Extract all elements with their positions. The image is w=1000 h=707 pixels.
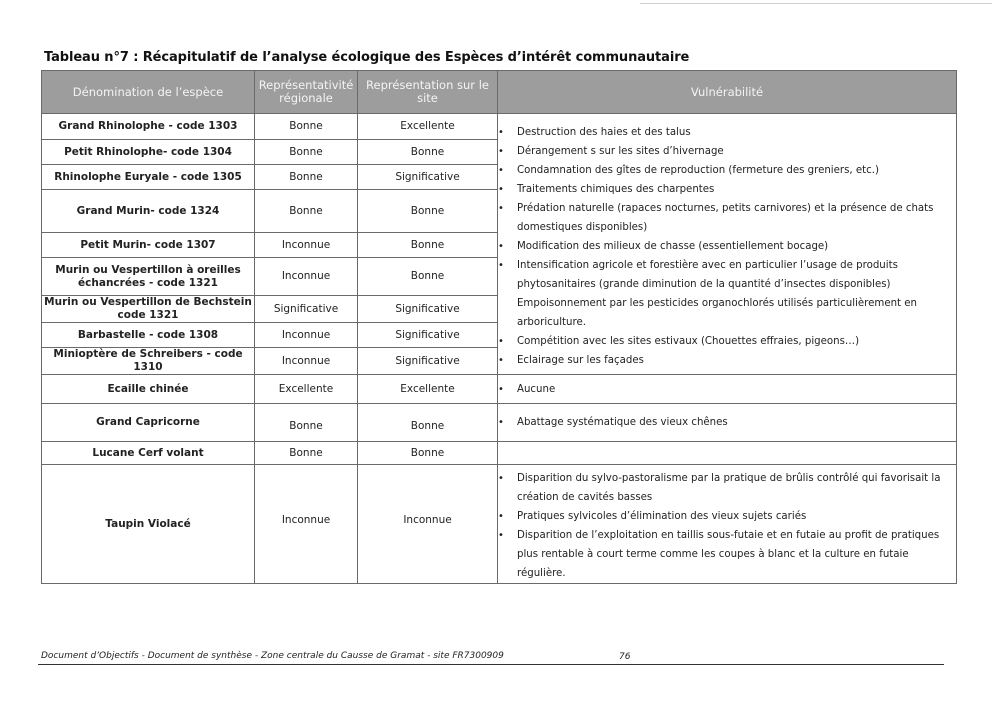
bullet-icon: • [498,354,504,366]
bullet-icon: • [498,145,504,157]
header-row [42,71,957,114]
vulnerability-cell-bats [498,114,957,375]
site-cell: Excellente [358,114,498,140]
list-item: • Dérangement s sur les sites d’hivernage [498,142,956,161]
bullet-icon: • [498,511,504,522]
list-item: • Modification des milieux de chasse (essentiellement bocage) [498,237,956,256]
bullet-icon: • [498,164,504,176]
list-item: Empoisonnement par les pesticides organochlorés utilisés particulièrement en arboriculture. [517,297,918,328]
header-vulnerability: Vulnérabilité [498,71,957,114]
site-cell: Significative [358,348,498,375]
species-cell: Grand Capricorne [42,404,255,442]
list-item: • Pratiques sylvicoles d’élimination des vieux sujets cariés [498,507,956,526]
species-cell: Petit Murin- code 1307 [42,233,255,258]
bullet-icon: • [498,473,504,484]
table-caption: Tableau n°7 : Récapitulatif de l’analyse écologique des Espèces d’intérêt communautaire [44,50,690,65]
regional-cell: Bonne [255,114,358,140]
regional-cell: Inconnue [255,258,358,296]
regional-cell: Significative [255,296,358,323]
bullet-icon: • [498,335,504,347]
list-item: • Condamnation des gîtes de reproduction (fermeture des greniers, etc.) [498,161,956,180]
table-row [42,442,957,465]
species-cell: Barbastelle - code 1308 [42,323,255,348]
site-cell: Inconnue [358,465,498,584]
vulnerability-cell-lucane [498,442,957,465]
regional-cell: Bonne [255,165,358,190]
vulnerability-cell-taupin [498,465,957,584]
species-cell: Grand Rhinolophe - code 1303 [42,114,255,140]
list-item: • Eclairage sur les façades [498,351,956,370]
regional-cell: Bonne [255,404,358,442]
bullet-icon: • [498,183,504,195]
bullet-icon: • [498,259,504,271]
regional-cell: Inconnue [255,465,358,584]
species-table [41,70,957,584]
regional-cell: Bonne [255,442,358,465]
regional-cell: Inconnue [255,233,358,258]
species-cell: Rhinolophe Euryale - code 1305 [42,165,255,190]
list-item: • Abattage systématique des vieux chênes [498,413,956,432]
site-cell: Significative [358,165,498,190]
regional-cell: Bonne [255,140,358,165]
regional-cell: Inconnue [255,348,358,375]
vulnerability-cell-capricorne [498,404,957,442]
bullet-icon: • [498,417,504,428]
table-row [42,375,957,404]
vulnerability-list-bats [498,123,956,370]
species-cell: Murin ou Vespertillon à oreilles échancrées - code 1321 [42,258,255,296]
species-cell: Grand Murin- code 1324 [42,190,255,233]
list-item: • Prédation naturelle (rapaces nocturnes, petits carnivores) et la présence de chats domestiques disponibles) [498,199,956,237]
species-cell: Minioptère de Schreibers - code 1310 [42,348,255,375]
top-rule [640,3,992,4]
bullet-icon: • [498,530,504,541]
page-number: 76 [619,652,631,662]
bullet-icon: • [498,383,504,395]
list-item: • Aucune [498,380,956,399]
footer-rule [38,664,944,665]
site-cell: Bonne [358,404,498,442]
table-row [42,404,957,442]
footer-text: Document d’Objectifs - Document de synthèse - Zone centrale du Causse de Gramat - site FR7300909 [41,651,504,661]
list-item: • Traitements chimiques des charpentes [498,180,956,199]
list-item: • Compétition avec les sites estivaux (Chouettes effraies, pigeons…) [498,332,956,351]
list-item: • Intensification agricole et forestière avec en particulier l’usage de produits phytosanitaires (grande diminution de la quantité d’insectes disponibles) [498,256,956,294]
species-cell: Taupin Violacé [42,465,255,584]
site-cell: Bonne [358,190,498,233]
regional-cell: Inconnue [255,323,358,348]
species-cell: Petit Rhinolophe- code 1304 [42,140,255,165]
regional-cell: Excellente [255,375,358,404]
species-cell: Lucane Cerf volant [42,442,255,465]
vulnerability-cell-ecaille [498,375,957,404]
list-item: • Disparition de l’exploitation en taillis sous-futaie et en futaie au profit de pratiques plus rentable à court terme comme les coupes à blanc et la culture en futaie régulière. [498,526,956,583]
site-cell: Significative [358,296,498,323]
site-cell: Bonne [358,258,498,296]
bullet-icon: • [498,240,504,252]
bullet-icon: • [498,126,504,138]
regional-cell: Bonne [255,190,358,233]
site-cell: Bonne [358,442,498,465]
site-cell: Excellente [358,375,498,404]
header-site: Représentation sur le site [358,71,498,114]
species-cell: Ecaille chinée [42,375,255,404]
list-item: • Destruction des haies et des talus [498,123,956,142]
header-regional: Représentativité régionale [255,71,358,114]
site-cell: Significative [358,323,498,348]
table-row [42,465,957,584]
header-species: Dénomination de l’espèce [42,71,255,114]
bullet-icon: • [498,202,504,214]
site-cell: Bonne [358,233,498,258]
species-cell: Murin ou Vespertillon de Bechstein code 1321 [42,296,255,323]
site-cell: Bonne [358,140,498,165]
table-row [42,114,957,140]
list-item: • Disparition du sylvo-pastoralisme par la pratique de brûlis contrôlé qui favorisait la création de cavités basses [498,469,956,507]
